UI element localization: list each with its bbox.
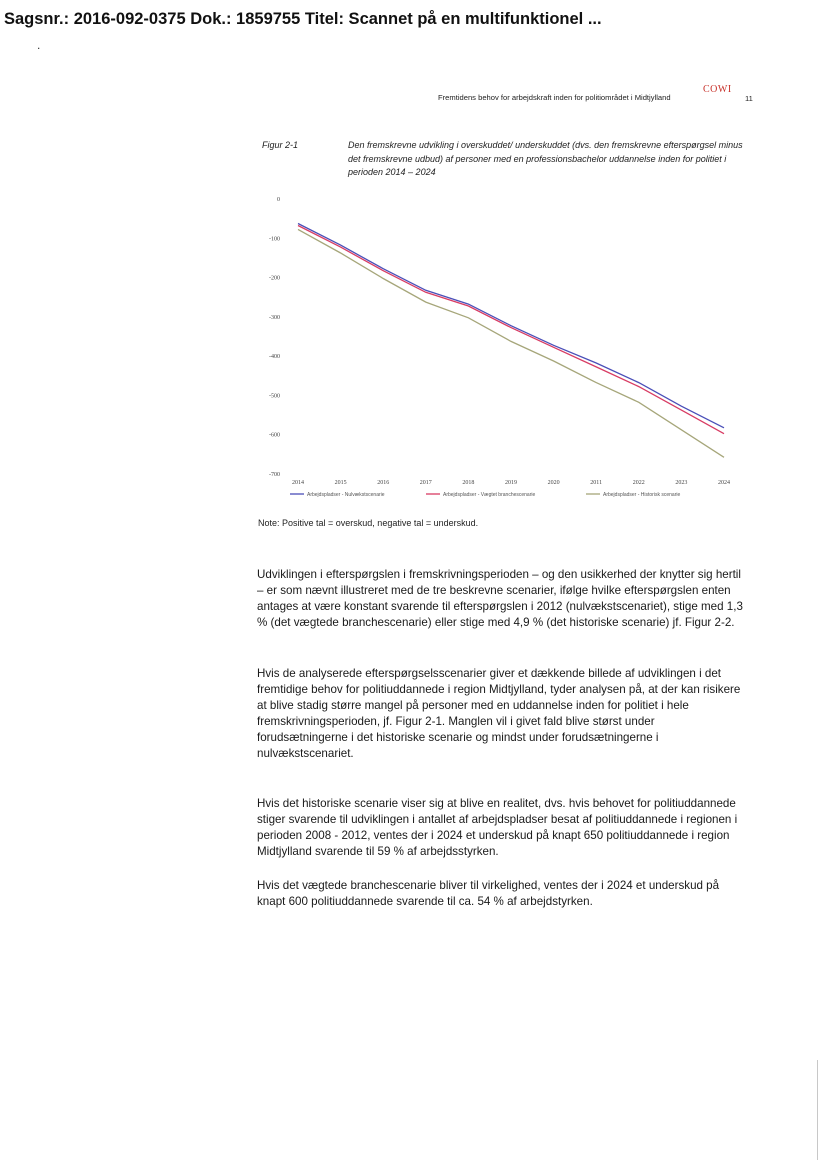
y-tick-label: 0: [277, 197, 280, 203]
series-lines: [298, 224, 724, 458]
chart-legend: [290, 492, 680, 498]
series-line-3: [298, 229, 724, 457]
legend-label: Arbejdspladser - Vægtet branchescenarie: [443, 492, 536, 498]
legend-label: Arbejdspladser - Nulvækstscenarie: [307, 492, 385, 498]
y-tick-label: -300: [269, 314, 280, 321]
x-tick-label: 2016: [377, 480, 390, 486]
paragraph-2: Hvis de analyserede efterspørgselsscenarier giver et dækkende billede af udviklingen i det fremtidige behov for politiuddannede i region Midtjylland, tyder analysen på, at der kan risikere at blive stadig større mangel på personer med en uddannelse inden for politiet i hele fremskrivningsperioden, jf. Figur 2-1. Manglen vil i givet fald blive størst under forudsætningerne i det historiske scenarie og mindst under forudsætningerne i nulvækstscenariet.: [257, 667, 741, 760]
figure-caption: Den fremskrevne udvikling i overskuddet/ underskuddet (dvs. den fremskrevne efterspørgsel minus det fremskrevne udbud) af personer med en professionsbachelor uddannelse inden for politiet i perioden 2014 – 2024: [348, 140, 743, 177]
document-stamp: Sagsnr.: 2016-092-0375 Dok.: 1859755 Titel: Scannet på en multifunktionel ...: [4, 10, 602, 28]
series-line-1: [298, 224, 724, 428]
legend-label: Arbejdspladser - Historisk scenarie: [603, 492, 681, 498]
cowi-logo: COWI: [703, 84, 732, 95]
y-tick-label: -100: [269, 236, 280, 243]
x-tick-label: 2020: [547, 480, 560, 486]
x-tick-label: 2022: [632, 480, 645, 486]
y-tick-label: -600: [269, 432, 280, 439]
x-tick-label: 2024: [718, 480, 730, 486]
paragraph-4: Hvis det vægtede branchescenarie bliver til virkelighed, ventes der i 2024 et underskud på knapt 600 politiuddannede svarende til ca. 54 % af arbejdstyrken.: [257, 879, 720, 908]
y-axis-labels: [269, 197, 280, 478]
line-chart: [248, 186, 748, 516]
x-tick-label: 2023: [675, 480, 688, 486]
y-tick-label: -200: [269, 275, 280, 282]
x-tick-label: 2019: [505, 480, 517, 486]
paragraph-3: Hvis det historiske scenarie viser sig at blive en realitet, dvs. hvis behovet for politiuddannede stiger svarende til udviklingen i antallet af arbejdspladser besat af politiuddannede i regionen i perioden 2008 - 2012, ventes der i 2024 et underskud på knapt 650 politiuddannede i region Midtjylland svarende til 59 % af arbejdsstyrken.: [257, 797, 738, 858]
x-tick-label: 2014: [292, 480, 304, 486]
y-tick-label: -700: [269, 472, 280, 478]
x-tick-label: 2018: [462, 480, 475, 486]
paragraph-1: Udviklingen i efterspørgslen i fremskrivningsperioden – og den usikkerhed der knytter sig hertil – er som nævnt illustreret med de tre beskrevne scenarier, ifølge hvilke efterspørgslen enten antages at være konstant svarende til efterspørgslen i 2012 (nulvækstscenariet), stige med 1,3 % (det vægtede branchescenarie) eller stige med 4,9 % (det historiske scenarie) jf. Figur 2-2.: [257, 568, 743, 629]
x-axis-labels: [292, 480, 730, 486]
x-tick-label: 2015: [334, 480, 347, 486]
x-tick-label: 2017: [419, 480, 432, 486]
y-tick-label: -400: [269, 354, 280, 361]
figure-note: Note: Positive tal = overskud, negative tal = underskud.: [258, 518, 479, 528]
stamp-dot: .: [37, 38, 41, 52]
running-header: Fremtidens behov for arbejdskraft inden for politiområdet i Midtjylland: [438, 93, 671, 102]
page-number: 11: [745, 94, 753, 103]
x-tick-label: 2011: [590, 480, 603, 486]
figure-label: Figur 2-1: [262, 140, 299, 150]
scan-edge: [817, 1060, 818, 1160]
y-tick-label: -500: [269, 393, 280, 400]
